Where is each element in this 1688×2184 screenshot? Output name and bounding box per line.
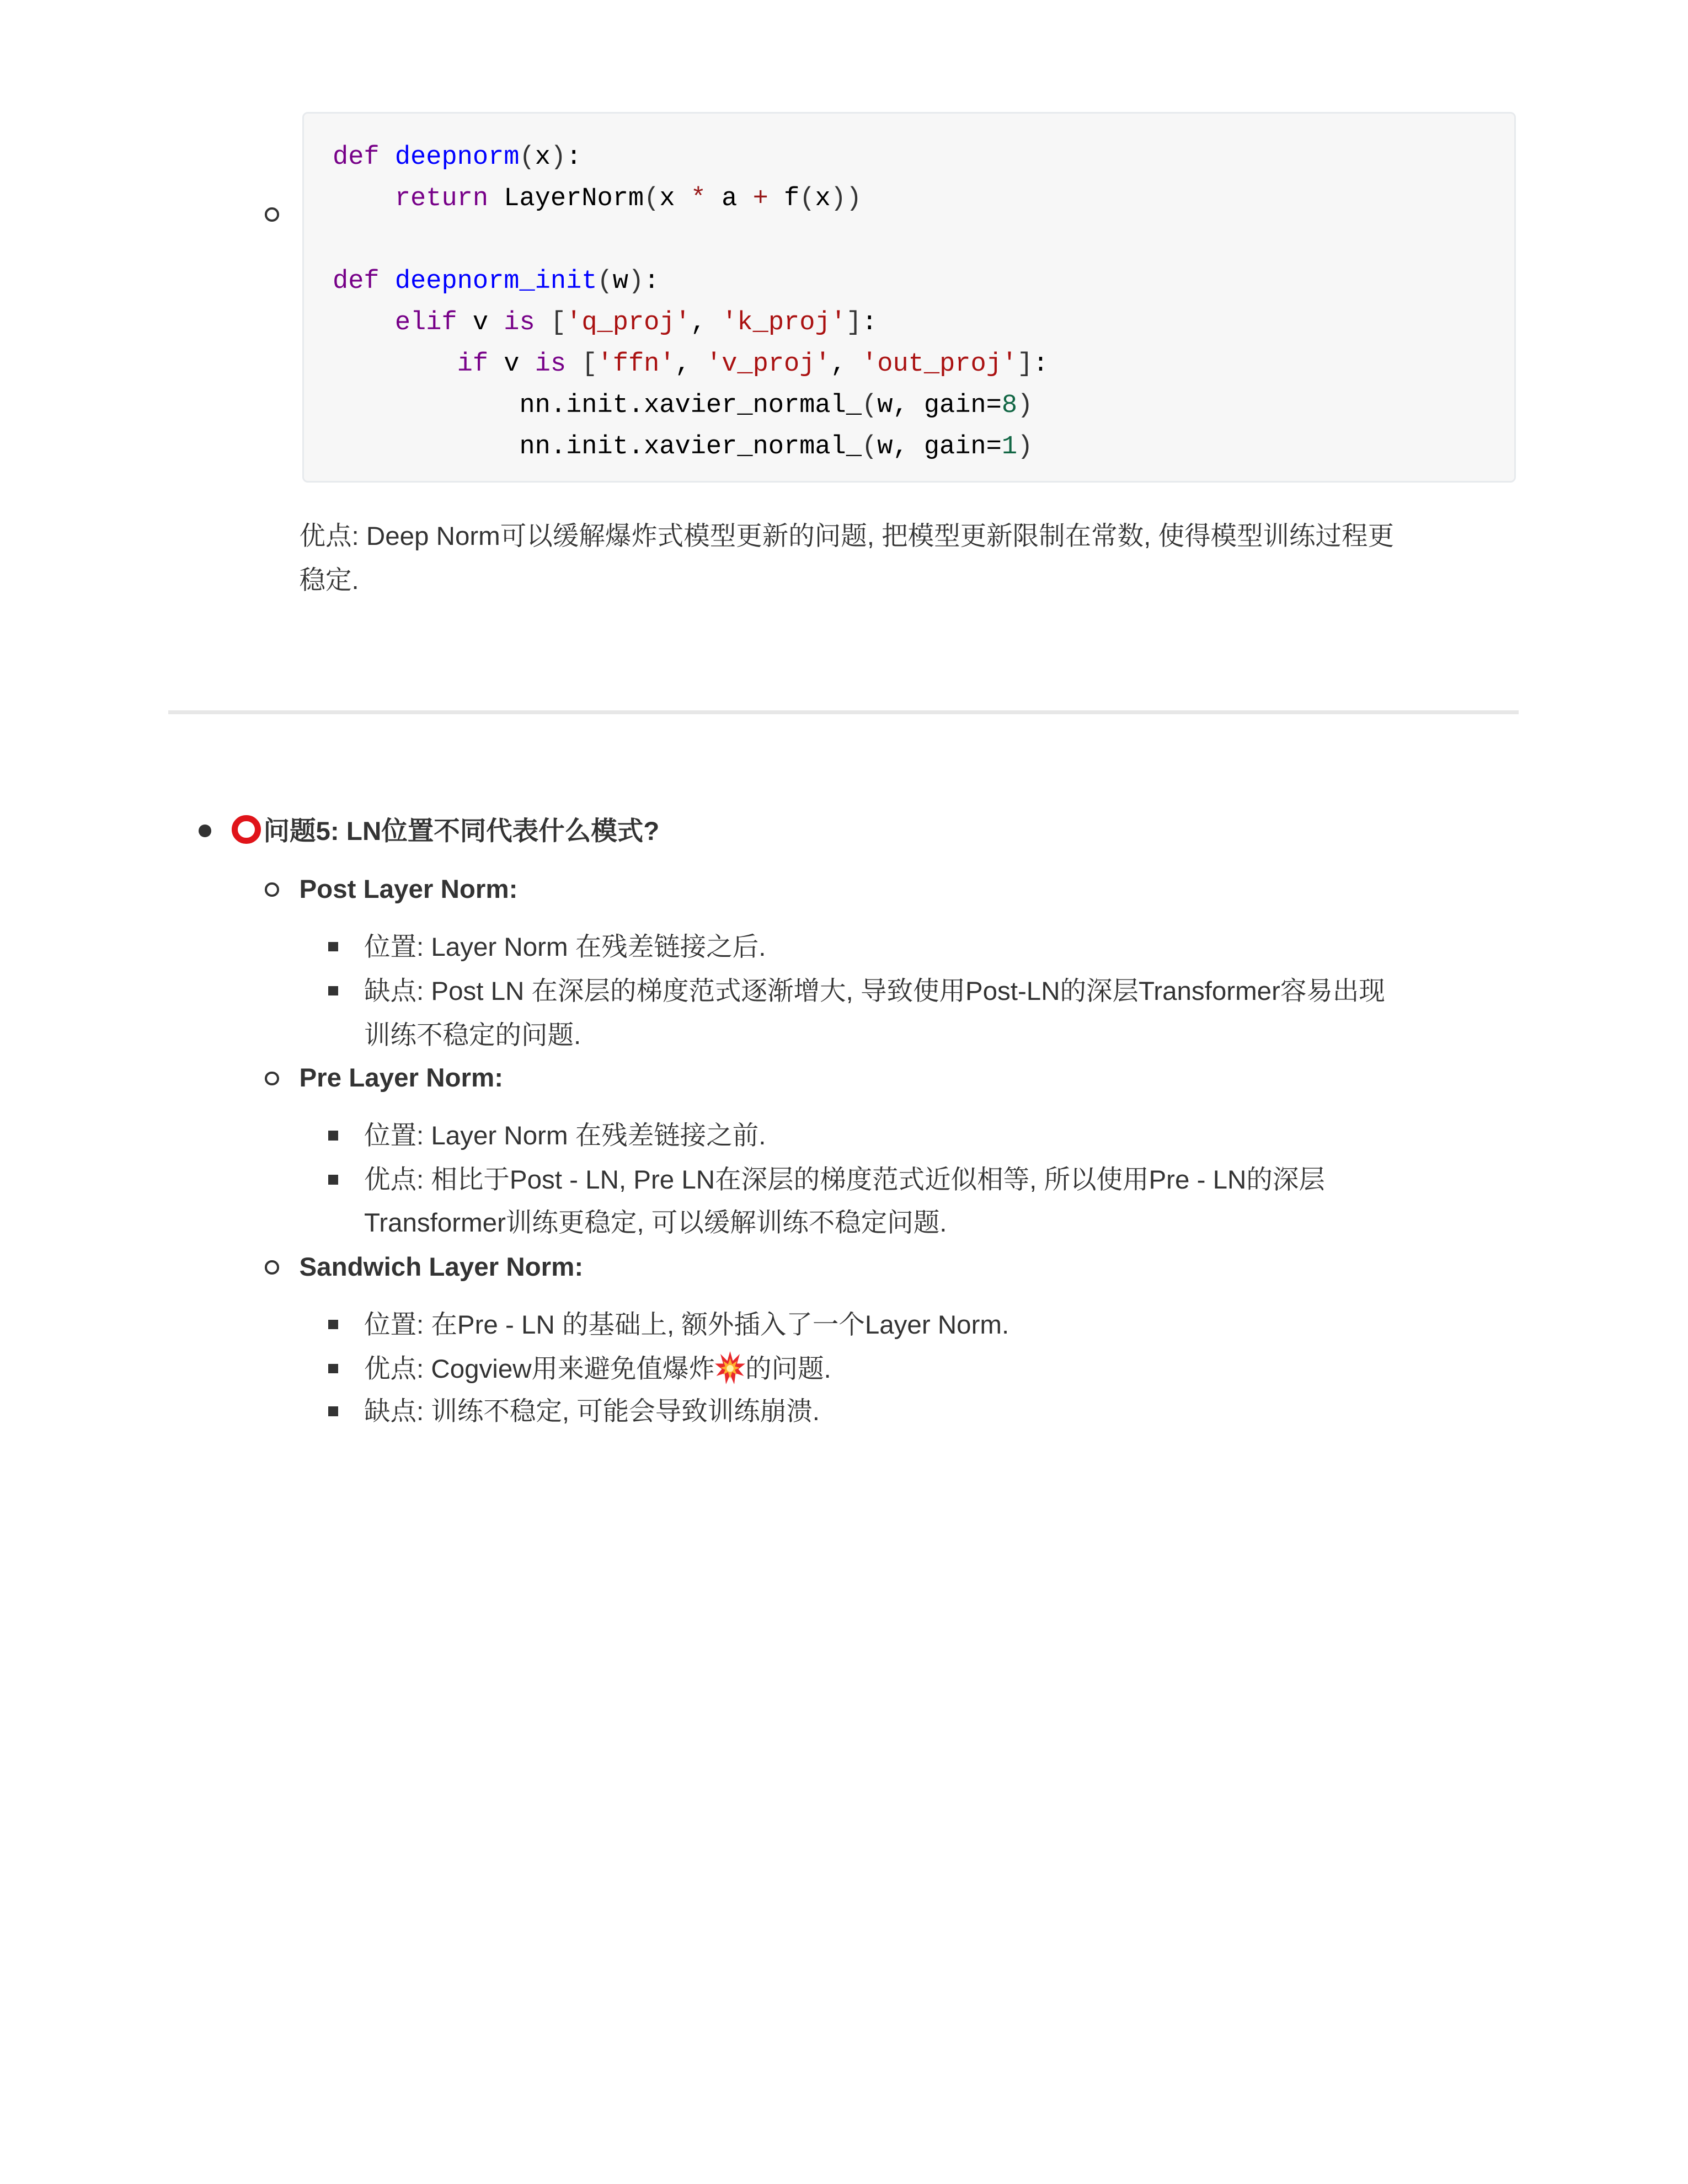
code-token: nn.init.xavier_normal_ [519, 432, 862, 462]
code-line [333, 385, 1514, 426]
code-token: deepnorm_init [394, 267, 597, 296]
code-token [380, 267, 395, 296]
pre-ln-heading: Pre Layer Norm: [299, 1063, 504, 1093]
code-token [566, 350, 581, 379]
code-token: : [644, 267, 660, 296]
code-token: ) [1017, 391, 1033, 420]
code-token: ( [597, 267, 613, 296]
code-token: x [535, 143, 551, 172]
code-token: ) [1017, 432, 1033, 462]
code-token: ( [861, 391, 878, 420]
code-token: deepnorm [394, 143, 520, 172]
collision-icon [715, 1351, 745, 1384]
sandwich-ln-advantage [364, 1347, 831, 1391]
code-token: ] [846, 308, 862, 338]
code-token: a [706, 184, 753, 213]
code-token: : [1033, 350, 1049, 379]
post-ln-position: 位置: Layer Norm 在残差链接之后. [364, 932, 766, 962]
code-token: : [862, 308, 878, 338]
square-bullet-icon [328, 1320, 338, 1330]
square-bullet-icon [328, 1131, 338, 1141]
square-bullet-icon [328, 1364, 338, 1374]
code-line [333, 137, 1514, 178]
question5-title [232, 810, 659, 854]
code-token: 'v_proj' [706, 350, 831, 379]
code-token: is [535, 350, 567, 379]
code-token: 'ffn' [597, 350, 675, 379]
code-token: * [690, 184, 706, 213]
horizontal-rule [168, 710, 1519, 715]
code-token: nn.init.xavier_normal_ [519, 391, 862, 420]
square-bullet-icon [328, 1406, 338, 1416]
square-bullet-icon [328, 1175, 338, 1185]
code-token: elif [394, 308, 457, 338]
sandwich-ln-disadvantage: 缺点: 训练不稳定, 可能会导致训练崩溃. [364, 1397, 820, 1426]
code-token: def [333, 143, 380, 172]
code-token: 'k_proj' [722, 308, 846, 338]
code-token: v [457, 308, 504, 338]
code-token: x [815, 184, 831, 213]
code-token [380, 143, 395, 172]
pre-ln-advantage-line-2: Transformer训练更稳定, 可以缓解训练不稳定问题. [364, 1208, 947, 1238]
circle-bullet-icon [265, 1260, 279, 1275]
code-token: ) [628, 267, 644, 296]
red-hollow-circle-icon [232, 815, 261, 844]
code-token: , [690, 308, 722, 338]
code-token: )) [830, 184, 862, 213]
sandwich-ln-heading: Sandwich Layer Norm: [299, 1252, 584, 1282]
code-line [333, 302, 1514, 344]
sandwich-ln-advantage-text-post: 的问题. [745, 1354, 831, 1384]
code-token: ( [519, 143, 535, 172]
sandwich-ln-position: 位置: 在Pre - LN 的基础上, 额外插入了一个Layer Norm. [364, 1310, 1009, 1340]
code-line [333, 178, 1514, 220]
circle-bullet-icon [265, 882, 279, 897]
square-bullet-icon [328, 942, 338, 952]
post-ln-disadvantage-line-1: 缺点: Post LN 在深层的梯度范式逐渐增大, 导致使用Post-LN的深层Transformer容易出现 [364, 976, 1385, 1006]
code-line [333, 261, 1514, 302]
code-token: ( [644, 184, 660, 213]
disc-bullet-icon [199, 825, 211, 837]
code-token: f [768, 184, 800, 213]
code-token: ( [799, 184, 815, 213]
code-token: ( [861, 432, 878, 462]
code-token: v [488, 350, 535, 379]
code-token: 8 [1001, 391, 1018, 420]
code-token: 'out_proj' [862, 350, 1018, 379]
code-token: is [504, 308, 535, 338]
code-token: w [612, 267, 628, 296]
code-token: 1 [1001, 432, 1018, 462]
code-token: if [457, 350, 489, 379]
code-line [333, 344, 1514, 385]
code-token: , [830, 350, 862, 379]
code-token: [ [550, 308, 567, 338]
code-token: x [659, 184, 691, 213]
post-ln-heading: Post Layer Norm: [299, 874, 518, 904]
sandwich-ln-advantage-text-pre: 优点: Cogview用来避免值爆炸 [364, 1354, 715, 1384]
circle-bullet-icon [265, 1072, 279, 1086]
code-line [333, 220, 1514, 261]
code-token: def [333, 267, 380, 296]
code-token: ) [550, 143, 567, 172]
code-token: : [566, 143, 582, 172]
code-token: [ [581, 350, 597, 379]
deepnorm-advantage-line-1: 优点: Deep Norm可以缓解爆炸式模型更新的问题, 把模型更新限制在常数, 使得模型训练过程更 [299, 521, 1395, 551]
code-token: ] [1017, 350, 1033, 379]
pre-ln-position: 位置: Layer Norm 在残差链接之前. [364, 1121, 766, 1150]
code-token: w, gain= [877, 432, 1002, 462]
code-token: , [675, 350, 706, 379]
code-block [302, 112, 1516, 483]
code-line [333, 426, 1514, 468]
code-token: return [394, 184, 489, 213]
circle-bullet-icon [265, 207, 279, 222]
square-bullet-icon [328, 986, 338, 996]
question5-title-text: 问题5: LN位置不同代表什么模式? [263, 816, 660, 846]
code-token: w, gain= [877, 391, 1002, 420]
pre-ln-advantage-line-1: 优点: 相比于Post - LN, Pre LN在深层的梯度范式近似相等, 所以使用Pre - LN的深层 [364, 1165, 1325, 1195]
code-token: LayerNorm [488, 184, 644, 213]
code-token: 'q_proj' [566, 308, 691, 338]
code-token: + [752, 184, 768, 213]
code-token [535, 308, 551, 338]
post-ln-disadvantage-line-2: 训练不稳定的问题. [364, 1020, 581, 1050]
deepnorm-advantage-line-2: 稳定. [299, 565, 359, 595]
